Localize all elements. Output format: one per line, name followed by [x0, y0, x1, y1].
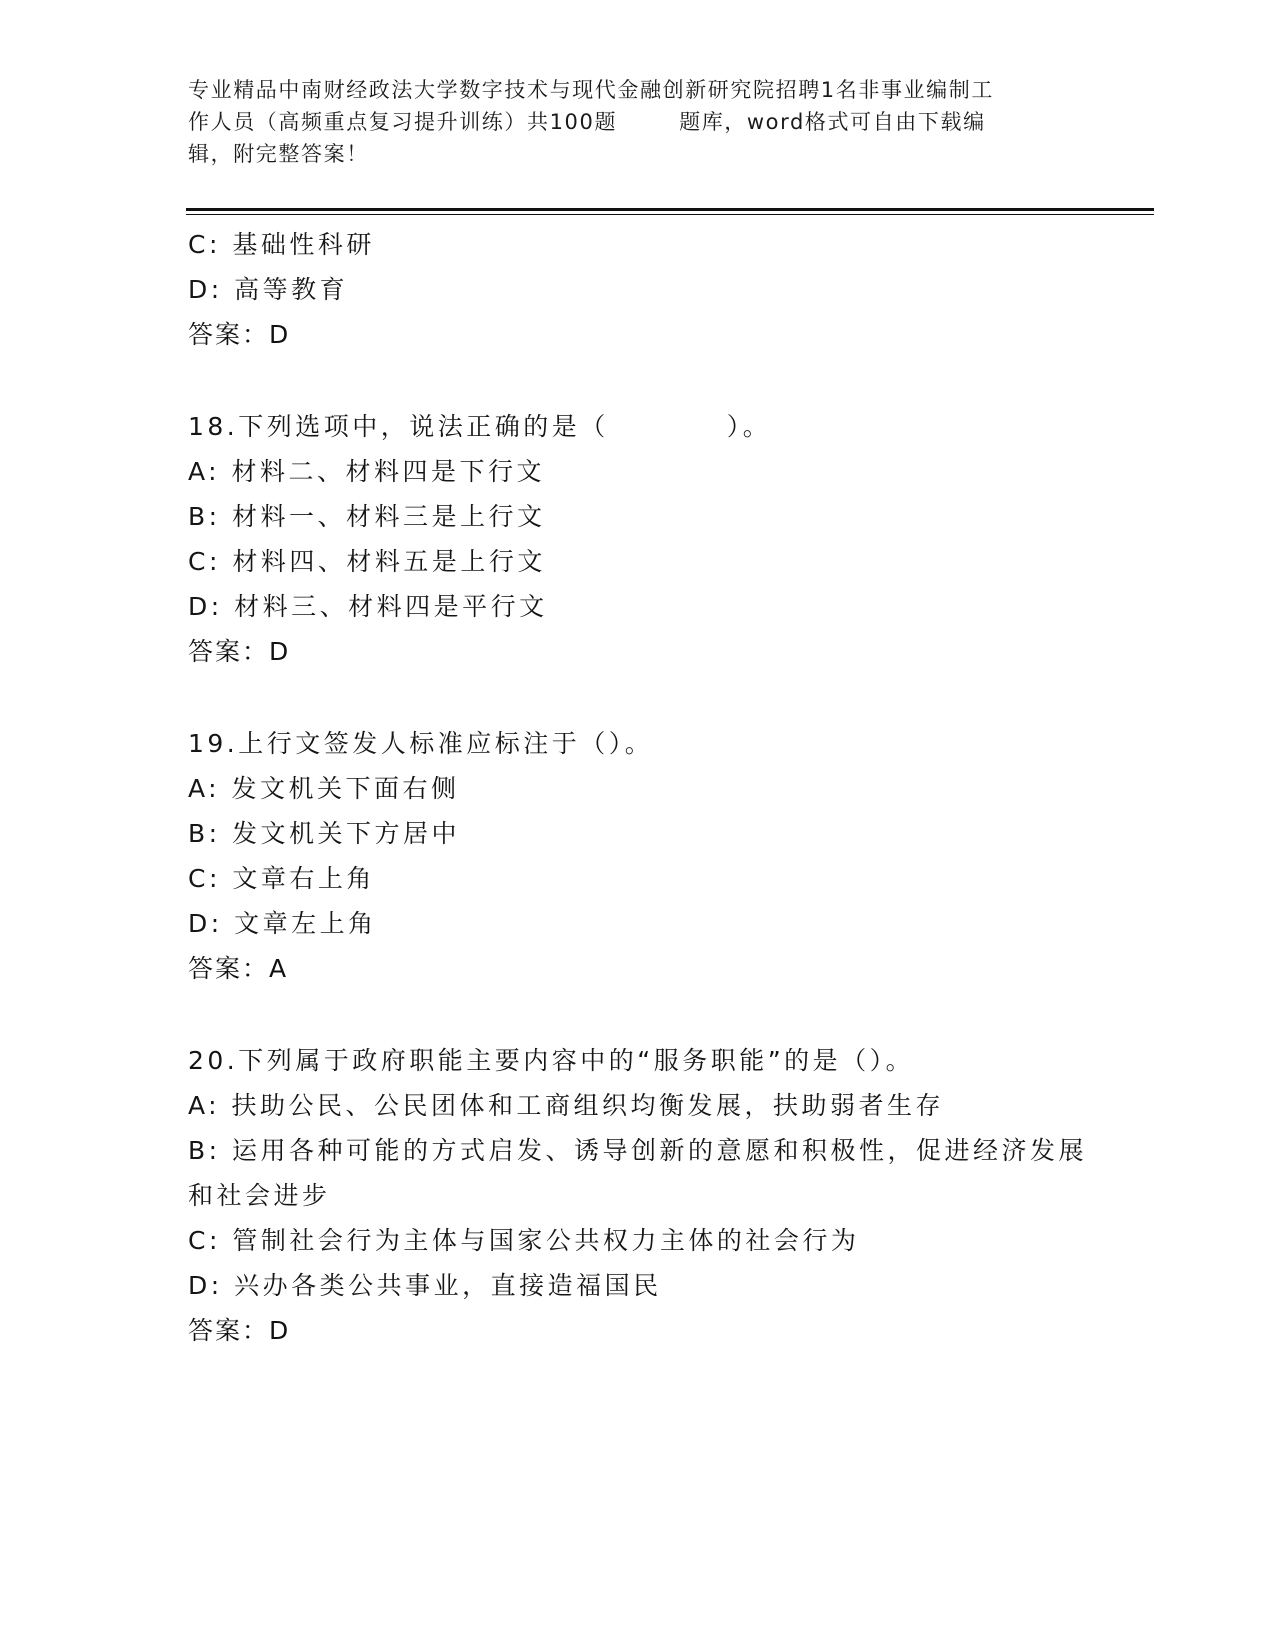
header-line-2-part-a: 作人员（高频重点复习提升训练）共100题 [188, 110, 618, 134]
header-line-3: 辑，附完整答案！ [188, 142, 369, 166]
q18-answer: 答案：D [188, 637, 291, 666]
q19-answer: 答案：A [188, 954, 289, 983]
q19-stem: 19.上行文签发人标准应标注于（）。 [188, 729, 654, 758]
q18-stem-part-b: ）。 [726, 412, 772, 441]
q20-option-c: C: 管制社会行为主体与国家公共权力主体的社会行为 [188, 1226, 860, 1255]
q18-option-a: A: 材料二、材料四是下行文 [188, 457, 546, 486]
q17-option-d: D: 高等教育 [188, 275, 349, 304]
q17-option-c: C: 基础性科研 [188, 230, 375, 259]
question-20 [188, 1038, 1148, 1353]
q20-stem: 20.下列属于政府职能主要内容中的“服务职能”的是（）。 [188, 1046, 915, 1075]
q18-option-b: B: 材料一、材料三是上行文 [188, 502, 546, 531]
q19-option-c: C: 文章右上角 [188, 864, 375, 893]
q17-answer: 答案：D [188, 320, 291, 349]
q18-option-d: D: 材料三、材料四是平行文 [188, 592, 548, 621]
question-list [188, 222, 1148, 1353]
question-18 [188, 404, 1148, 674]
q20-option-d: D: 兴办各类公共事业，直接造福国民 [188, 1271, 662, 1300]
header-line-2 [188, 106, 1088, 138]
q20-answer: 答案：D [188, 1316, 291, 1345]
q19-option-a: A: 发文机关下面右侧 [188, 774, 460, 803]
header-divider-thick [186, 208, 1154, 211]
q18-stem [188, 404, 1148, 449]
document-header [188, 74, 1088, 170]
q19-option-d: D: 文章左上角 [188, 909, 377, 938]
header-line-1: 专业精品中南财经政法大学数字技术与现代金融创新研究院招聘1名非事业编制工 [188, 78, 994, 102]
q19-option-b: B: 发文机关下方居中 [188, 819, 461, 848]
q20-option-a: A: 扶助公民、公民团体和工商组织均衡发展，扶助弱者生存 [188, 1091, 945, 1120]
header-divider-thin [186, 214, 1154, 215]
question-17-tail [188, 222, 1148, 357]
q20-option-b: B: 运用各种可能的方式启发、诱导创新的意愿和积极性，促进经济发展和社会进步 [188, 1136, 1088, 1210]
q18-option-c: C: 材料四、材料五是上行文 [188, 547, 546, 576]
q18-stem-part-a: 18.下列选项中，说法正确的是（ [188, 412, 609, 441]
question-19 [188, 721, 1148, 991]
header-line-2-part-b: 题库，word格式可自由下载编 [679, 110, 986, 134]
